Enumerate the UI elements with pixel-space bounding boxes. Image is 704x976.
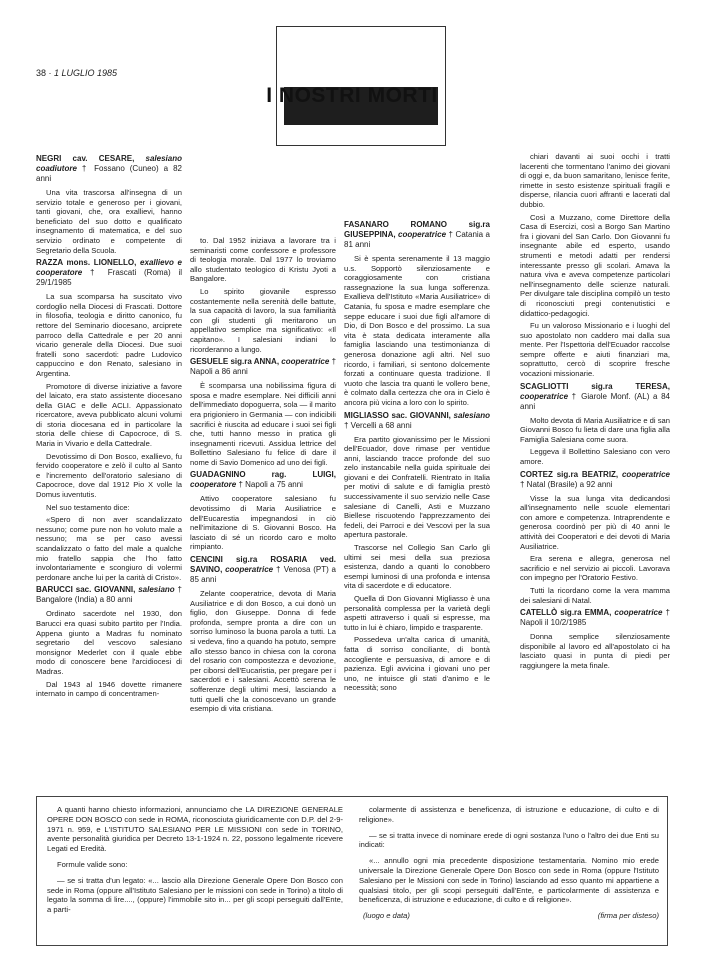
obituary-heading	[520, 608, 670, 628]
obituary-name: CORTEZ sig.ra BEATRIZ,	[520, 469, 619, 479]
obituary-entry	[190, 470, 336, 552]
obituary-paragraph: Lo spirito giovanile espresso costantemente nella serenità delle battute, la sua capacità di lavoro, la sua familiarità con gli studenti gli meritarono un appellativo semplice ma significativo: «Il capitano». I salesiani indiani lo ricorderanno a lungo.	[190, 286, 336, 354]
obituary-entry	[36, 585, 182, 698]
obituary-entry	[520, 152, 670, 379]
obituary-place: † Natal (Brasile) a 92 anni	[520, 479, 613, 489]
obituary-role: salesiano	[138, 585, 175, 595]
obituary-paragraph: Trascorse nel Collegio San Carlo gli ultimi sei mesi della sua preziosa esistenza, dando a quanti lo conobbero esempi luminosi di una profonda e intensa vita di sacerdote e di educatore.	[344, 543, 490, 591]
obituary-paragraph: Una vita trascorsa all'insegna di un servizio totale e generoso per i giovani, tanti giovani, che, ora exallievi, hanno beneficiato del suo dotto e qualificato insegnamento di matematica, e del suo servizio ordinato e competente di Segretario della Scuola.	[36, 188, 182, 255]
obituary-role: cooperatrice	[520, 391, 569, 401]
obituary-paragraph: La sua scomparsa ha suscitato vivo cordoglio nella Diocesi di Frascati. Dottore in filosofia, teologia e diritto canonico, fu rettore del Seminario diocesano, arciprete parroco della Cattedrale e per 20 anni vicario generale della Diocesi. Due suoi fratelli sono sacerdoti: padre Ludovico cappuccino e don Renato, salesiano in Argentina.	[36, 292, 182, 378]
obituary-role: cooperatrice	[398, 230, 447, 239]
obituary-entry	[520, 382, 670, 467]
obituary-name: BARUCCI sac. GIOVANNI,	[36, 585, 136, 595]
legacy-paragraph: Formule valide sono:	[57, 859, 128, 869]
place-date-label: (luogo e data)	[363, 911, 410, 921]
column-1	[36, 152, 182, 788]
obituary-paragraph: È scomparsa una nobilissima figura di sposa e madre esemplare. Nei difficili anni dell'immediato dopoguerra, sola — il marito era prigioniero in Germania — con indicibili sacrifici è riuscita ad educare i suoi sei figli che, tutti hanno messo in pratica gli insegnamenti ricevuti. Assidua lettrice del Bollettino Salesiano fu felice di dare il nome di Savio Domenico ad uno dei figli.	[190, 381, 336, 467]
obituary-role: cooperatrice	[281, 357, 330, 367]
obituary-role: salesiano coadiutore	[36, 154, 182, 173]
obituary-place: † Bangalore (India) a 80 anni	[36, 585, 182, 605]
legacy-paragraph: — se si tratta invece di nominare erede di ogni sostanza l'uno o l'altro dei due Enti su indicati:	[359, 830, 659, 850]
obituary-entry	[344, 411, 490, 693]
obituary-paragraph: Devotissimo di Don Bosco, exallievo, fu fervido cooperatore e zelò il culto al Santo e l'incremento dell'oratorio salesiano di Capocroce, dove dal 1912 Pio X volle la Domus iuventutis.	[36, 451, 182, 500]
obituary-entry	[520, 470, 670, 606]
obituary-entry	[344, 220, 490, 408]
obituary-name: RAZZA mons. LIONELLO,	[36, 258, 137, 268]
page-number: 38 · 1 LUGLIO 1985	[36, 68, 118, 78]
obituary-place: † Vercelli a 68 anni	[344, 420, 412, 430]
obituary-role: cooperatrice	[225, 565, 274, 575]
obituary-name: CATELLÒ sig.ra EMMA,	[520, 608, 612, 618]
obituary-paragraph: Così a Muzzano, come Direttore della Casa di Esercizi, così a Borgo San Martino fra i giovani del San Carlo. Don Giovanni fu insegnante abile ed esperto, usando strumenti e metodi adatti per rendersi interessante presso gli scolari. Amava la natura viva e aveva competenze particolari nell'insegnamento delle scienze naturali. Per divulgare tale disciplina compilò un testo di riconosciuti pregi contenutistici e didattico-pedagogici.	[520, 212, 670, 318]
obituary-heading	[36, 585, 182, 605]
obituary-heading	[520, 470, 670, 490]
obituary-role: salesiano	[453, 410, 490, 420]
obituary-place: † Giarole Monf. (AL) a 84 anni	[520, 391, 670, 411]
obituary-paragraph: Si è spenta serenamente il 13 maggio u.s. Sopportò silenziosamente e coraggiosamente con cristiana rassegnazione la sua lunga sofferenza. Exallieva dell'Istituto «Maria Ausiliatrice» di Catania, fu sposa e madre esemplare che seppe educare i suoi due figli all'amore di Dio, di Don Bosco e del prossimo. La sua vita è stata dedicata interamente alla famiglia lasciando una testimonianza di generosa donazione agli altri. Nel suo ricordo, i familiari, si sentono dolcemente forzati a continuare questa tradizione. Il vuoto che lascia tra quanti le vollero bene, è colmato dalla certezza che ora in Cielo è ancora più vicina a loro con lo spirito.	[344, 254, 490, 407]
obituary-paragraph: Ordinato sacerdote nel 1930, don Barucci era quasi subito partito per l'India. Appena giunto a Madras fu nominato segretario del vescovo salesiano monsignor Mederlet con il quale ebbe modo di conoscere bene l'arcidiocesi di Madras.	[36, 609, 182, 676]
page-number-value: 38	[36, 68, 47, 78]
obituary-paragraph: Fu un valoroso Missionario e i luoghi del suo apostolato non caddero mai dalla sua mente. Per l'Ispettoria dell'Ecuador raccolse sempre offerte e aiuti finanziari ma, soprattutto, cercò di scoprire fresche vocazioni missionarie.	[520, 321, 670, 379]
obituary-heading	[520, 382, 670, 412]
obituary-role: cooperatrice	[621, 469, 670, 479]
obituary-place: † Catania a 81 anni	[344, 230, 490, 249]
obituary-paragraph: Visse la sua lunga vita dedicandosi all'insegnamento nelle scuole elementari con amore e competenza. Intraprendente e generosa coordinò per più di 40 anni le attività dei Cooperatori e dei devoti di Maria Ausiliatrice.	[520, 493, 670, 551]
obituary-entry	[36, 154, 182, 255]
obituary-role: cooperatrice	[614, 608, 663, 618]
obituary-heading	[36, 258, 182, 288]
obituary-heading	[190, 555, 336, 585]
column-3	[344, 218, 490, 788]
obituary-paragraph: chiari davanti ai suoi occhi i tratti lacerenti che tormentano l'animo dei giovani di oggi e, da buon samaritano, lenisce ferite, rimette in sesto esistenze spirituali fragili e disperse, rilancia cuori affranti e lacerati dal dubbio.	[520, 152, 670, 209]
obituary-paragraph: Donna semplice silenziosamente disponibile al lavoro ed all'apostolato ci ha lasciato quasi in punta di piedi per raggiungere la meta finale.	[520, 632, 670, 670]
obituary-name: MIGLIASSO sac. GIOVANNI,	[344, 410, 451, 420]
obituary-place: † Napoli a 86 anni	[190, 357, 336, 377]
obituary-paragraph: Attivo cooperatore salesiano fu devotissimo di Maria Ausiliatrice e dell'Eucarestia impegnandosi in ciò nell'imitazione di S. Giovanni Bosco. Ha lasciato di sé un ricordo caro e molto rimpianto.	[190, 494, 336, 552]
legacy-paragraph: «... annullo ogni mia precedente disposizione testamentaria. Nomino mio erede universale la Direzione Generale Opere Don Bosco con sede in Roma (oppure l'Istituto Salesiano per le Missioni con sede in Torino) lasciando ad esso quanto mi appartiene a qualsiasi titolo, per gli scopi perseguiti dall'Ente, e particolarmente di assistenza e beneficenza, di istruzione e educazione, di culto e di religione».	[359, 856, 659, 905]
obituary-paragraph: Possedeva un'alta carica di umanità, fatta di sorriso conciliante, di bontà accogliente e persuasiva, di amore e di pazienza. Egli avvicina i giovani uno per uno, ne intuisce gli stati d'animo e le necessità; sono	[344, 635, 490, 693]
obituary-name: CENCINI sig.ra ROSARIA ved. SAVINO,	[190, 555, 336, 575]
obituary-name: NEGRI cav. CESARE,	[36, 154, 135, 163]
obituary-heading	[344, 411, 490, 431]
obituary-name: FASANARO ROMANO sig.ra GIUSEPPINA,	[344, 220, 490, 239]
obituary-place: † Fossano (Cuneo) a 82 anni	[36, 164, 182, 183]
obituary-place: † Venosa (PT) a 85 anni	[190, 565, 336, 585]
page-title: I NOSTRI MORTI	[266, 84, 438, 107]
obituary-role: exallievo e cooperatore	[36, 258, 182, 278]
column-2	[190, 236, 336, 788]
obituary-name: GESUELE sig.ra ANNA,	[190, 357, 280, 367]
obituary-entry	[36, 258, 182, 582]
obituary-paragraph: Quella di Don Giovanni Migliasso è una personalità complessa per la varietà degli aspetti attraverso i quali si espresse, ma tutto in lui è chiaro, limpido e trasparente.	[344, 594, 490, 632]
obituary-place: † Napoli il 10/2/1985	[520, 608, 670, 628]
obituary-paragraph: Era serena e allegra, generosa nel sacrificio e nel servizio ai piccoli. Lavorava con impegno per l'Oratorio Festivo.	[520, 554, 670, 583]
issue-date: 1 LUGLIO 1985	[54, 68, 118, 78]
obituary-paragraph: «Spero di non aver scandalizzato nessuno; come pure non ho voluto male a nessuno; ma se per caso avessi scandalizzato o fatto del male a qualche mio fratello sappia che l'ho fatto involontariamente e scongiuro di volermi perdonare anche lui per la carità di Cristo».	[36, 515, 182, 582]
obituary-paragraph: Molto devota di Maria Ausiliatrice e di san Giovanni Bosco fu lieta di dare una figlia alla Famiglia Salesiana come suora.	[520, 415, 670, 444]
obituary-entry	[190, 236, 336, 354]
legacy-paragraph: A quanti hanno chiesto informazioni, annunciamo che LA DIREZIONE GENERALE OPERE DON BOSCO con sede in ROMA, riconosciuta giuridicamente con D.P. del 2-9-1971 n. 959, e L'ISTITUTO SALESIANO PER LE MISSIONI con sede in TORINO, avente personalità giuridica per Decreto 13-1-1924 n. 22, possono legalmente ricevere Legati ed Eredità.	[47, 805, 343, 854]
obituary-paragraph: Dal 1943 al 1946 dovette rimanere internato in campo di concentramen-	[36, 679, 182, 699]
obituary-name: SCAGLIOTTI sig.ra TERESA,	[520, 381, 670, 391]
obituary-paragraph: Zelante cooperatrice, devota di Maria Ausiliatrice e di don Bosco, a cui donò un figlio, don Giuseppe. Donna di fede profonda, sempre pronta a dire con un sorriso luminoso la buona parola a tutti. La si vedeva, fino a quando ha potuto, sempre allo stesso banco in chiesa con la corona del rosario con compostezza e devozione, per ciborsi dell'Eucaristia, per pregare per i sacerdoti e i salesiani. Accettò serena le sofferenze degli ultimi mesi, lasciando a tutti quelli che la conoscevano un grande esempio di vita cristiana.	[190, 589, 336, 714]
obituary-paragraph: Promotore di diverse iniziative a favore del laicato, era stato assistente diocesano della GIAC e delle ACLI. Appassionato ricercatore, aveva pubblicato alcuni volumi di storia diocesana ed in particolare la storia delle chiese di Capocroce, di S. Maria in Vivario e della Cattedrale.	[36, 381, 182, 449]
obituary-place: † Frascati (Roma) il 29/1/1985	[36, 268, 182, 288]
obituary-place: † Napoli a 75 anni	[238, 480, 303, 490]
legacy-info-box	[36, 796, 668, 946]
legacy-info-right	[359, 805, 659, 921]
signature-label: (firma per disteso)	[597, 911, 659, 921]
obituary-entry	[190, 357, 336, 467]
obituary-entry	[190, 555, 336, 714]
obituary-paragraph: Tutti la ricordano come la vera mamma dei salesiani di Natal.	[520, 585, 670, 605]
obituary-paragraph: to. Dal 1952 iniziava a lavorare tra i seminaristi come confessore e professore di teologia morale. Dal 1977 lo troviamo allo studentato teologico di Kristu Jyoti a Bangalore.	[190, 236, 336, 284]
obituary-role: cooperatore	[190, 480, 237, 490]
obituary-heading	[190, 357, 336, 377]
obituary-paragraph: Leggeva il Bollettino Salesiano con vero amore.	[520, 447, 670, 467]
obituary-entry	[520, 608, 670, 670]
legacy-paragraph: — se si tratta d'un legato: «... lascio alla Direzione Generale Opere Don Bosco con sede in Roma (oppure all'Istituto Salesiano per le missioni con sede in Torino) a titolo di legato la somma di lire...., (oppure) l'immobile sito in... per gli scopi perseguiti dall'Ente, a parti-	[47, 875, 343, 915]
legacy-info-left	[47, 805, 343, 921]
obituary-heading	[190, 470, 336, 490]
column-4	[520, 152, 670, 788]
obituary-heading	[36, 154, 182, 184]
signature-line	[359, 911, 659, 921]
obituary-name: GUADAGNINO rag. LUIGI,	[190, 470, 336, 480]
legacy-paragraph: colarmente di assistenza e beneficenza, di istruzione e educazione, di culto e di religione».	[359, 805, 659, 824]
obituary-paragraph: Era partito giovanissimo per le Missioni dell'Ecuador, dove rimase per ventidue anni, lasciando tracce profonde del suo zelo instancabile nella guida spirituale dei giovani e dei Confratelli. Rientrato in Italia per motivi di salute e di famiglia prestò successivamente il suo servizio nelle Case salesiane di Canelli, Asti e Muzzano Biellese riscuotendo l'apprezzamento dei fedeli, dei Parroci e dei Vescovi per la sua apertura pastorale.	[344, 434, 490, 540]
obituary-heading	[344, 220, 490, 250]
obituary-paragraph: Nel suo testamento dice:	[46, 502, 130, 512]
